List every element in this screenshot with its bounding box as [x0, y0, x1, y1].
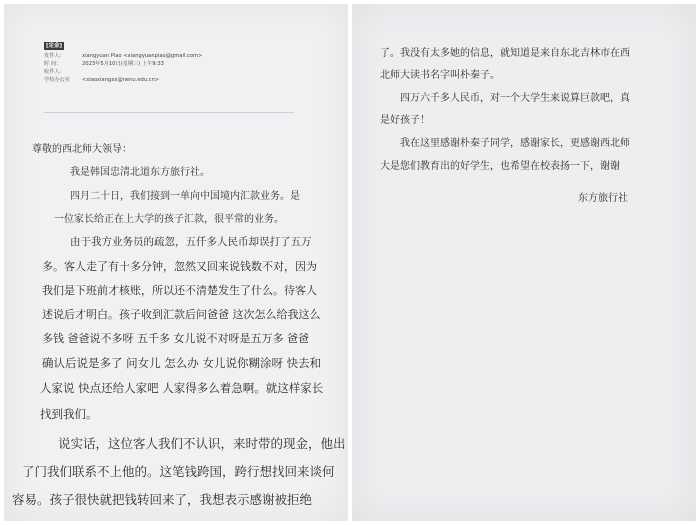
- email-row-time: [44, 60, 202, 68]
- letter-line: 了。我没有太多她的信息，就知道是来自东北吉林市在西: [380, 48, 630, 59]
- letter-line: 容易。孩子很快就把钱转回来了，我想表示感谢被拒绝: [12, 492, 313, 507]
- letter-line: 一位家长给正在上大学的孩子汇款，很平常的业务。: [54, 214, 284, 225]
- letter-line: 多钱 爸爸说不多呀 五千多 女儿说不对呀是五万多 爸爸: [42, 332, 309, 345]
- letter-line: 尊敬的西北师大领导：: [32, 144, 132, 155]
- email-header: [44, 42, 202, 84]
- email-row-to: [44, 68, 202, 76]
- right-page: [352, 4, 696, 521]
- header-divider: [44, 112, 294, 113]
- email-row-value: 2023年5月10日(星期三) 上午9:33: [82, 61, 164, 67]
- letter-line: 我在这里感谢朴秦子同学，感谢家长，更感谢西北师: [400, 138, 630, 149]
- email-row-from: [44, 52, 202, 60]
- letter-line: 了门我们联系不上他的。这笔钱跨国，跨行想找回来谈何: [22, 464, 335, 479]
- email-row-key: 学校办公室: [44, 77, 70, 83]
- email-tag: [定金]: [46, 43, 63, 49]
- email-row-key: 时 间：: [44, 61, 62, 67]
- email-row-key: 收件人：: [44, 69, 65, 75]
- letter-line: 确认后说是多了 问女儿 怎么办 女儿说你糊涂呀 快去和: [42, 356, 322, 370]
- letter-line: 北师大读书名字叫朴秦子。: [380, 70, 500, 81]
- letter-line: 大是您们教育出的好学生，也希望在校表扬一下，谢谢: [380, 161, 620, 172]
- letter-line: 多。客人走了有十多分钟，忽然又回来说钱数不对，因为: [42, 260, 317, 273]
- letter-line: 由于我方业务员的疏忽，五仟多人民币却误打了五万: [70, 236, 312, 248]
- letter-line: 我是韩国忠清北道东方旅行社。: [70, 167, 210, 178]
- letter-line: 述说后才明白。孩子收到汇款后问爸爸 这次怎么给我这么: [42, 308, 321, 321]
- letter-line: 是好孩子！: [380, 115, 430, 126]
- letter-line: 我们是下班前才核账，所以还不清楚发生了什么。待客人: [42, 284, 317, 297]
- email-row-value: <xiaoxiangxx@nenu.edu.cn>: [82, 77, 160, 83]
- letter-line: 四月二十日，我们接到一单向中国境内汇款业务。是: [70, 191, 300, 202]
- email-row-value: xiangyuan Piao <xiangyuanpiao@gmail.com>: [82, 53, 203, 59]
- email-row-office: [44, 76, 202, 84]
- letter-line: 说实话，这位客人我们不认识，来时带的现金，他出: [58, 436, 346, 451]
- signature: 东方旅行社: [578, 193, 628, 204]
- letter-line: 人家说 快点还给人家吧 人家得多么着急啊。就这样家长: [40, 381, 324, 395]
- email-row-key: 发件人：: [44, 53, 65, 59]
- letter-line: 四万六千多人民币，对一个大学生来说算巨款吧，真: [400, 93, 630, 104]
- letter-line: 找到我们。: [40, 407, 98, 421]
- left-page: [4, 4, 348, 521]
